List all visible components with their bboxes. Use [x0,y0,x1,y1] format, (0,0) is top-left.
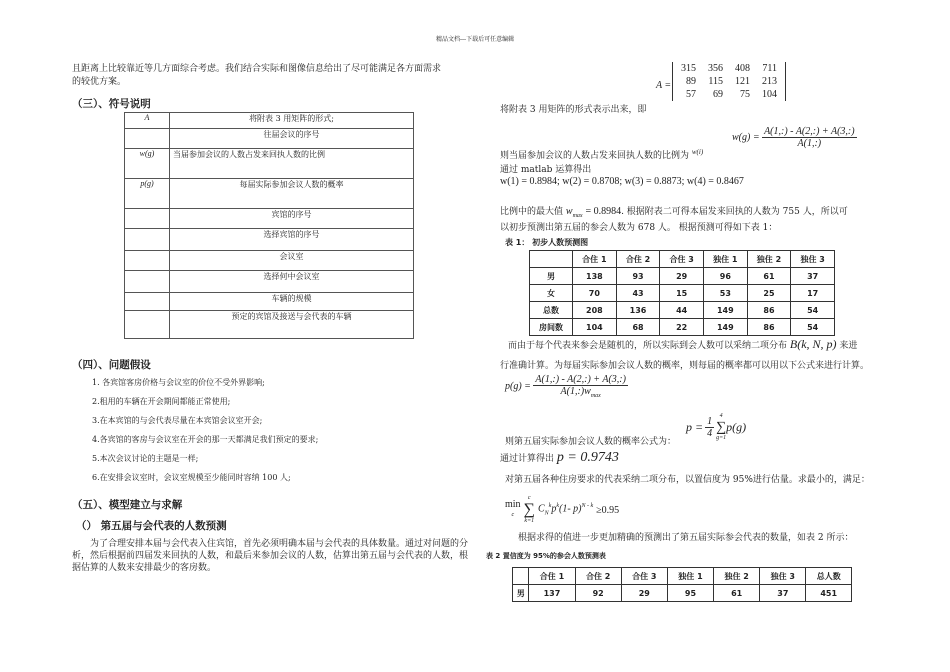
symbol-cell [125,311,170,339]
table-cell: 37 [760,585,806,602]
symbol-description: 选择何中会议室 [170,271,414,293]
row-label-cell: 男 [513,585,529,602]
matrix-cell: 115 [708,76,723,87]
sum-bottom: g=1 [716,435,727,441]
line-max [500,206,900,222]
table-cell: 86 [747,302,791,319]
table-cell: 451 [806,585,852,602]
symbol-row [125,311,414,339]
symbol-row [125,113,414,129]
line-binomial-2: 对第五届各种住房要求的代表采纳二项分布，以置信度为 95%进行估量。求最小的，满足： [505,475,870,485]
line-calc [500,452,619,465]
min-rhs: ≥0.95 [596,504,620,516]
assumption-list [92,377,472,491]
symbol-cell [125,229,170,251]
table-cell: 95 [667,585,713,602]
line-final: 根据求得的值进一步更加精确的预测出了第五届实际参会代表的数量，如表 2 所示： [518,533,854,543]
table-cell: 93 [616,268,660,285]
w-values: w(1) = 0.8984; w(2) = 0.8708; w(3) = 0.8873; w(4) = 0.8467 [500,176,744,187]
matrix-label: A = [656,80,672,91]
symbol-description: 往届会议的序号 [170,129,414,149]
header-note: 精品文档---下载后可任意编辑 [436,36,515,43]
matrix-cell: 121 [735,76,750,87]
symbol-row [125,293,414,311]
table-cell: 68 [616,319,660,336]
p-avg-fraction [705,416,714,439]
assumption-item: 5.本次会议讨论的主题是一样; [92,454,199,463]
line-ratio-text: 则当届参加会议的人数占发来回执人数的比例为 [500,151,690,161]
intro-line-1: 且距离上比较靠近等几方面综合考虑。我们结合实际和图像信息给出了尽可能满足各方面需求 [72,64,442,74]
table-cell: 15 [660,285,704,302]
section-4-title: （四）、问题假设 [72,359,151,371]
symbol-description: 当届参加会议的人数占发来回执人数的比例 [170,149,414,179]
symbol-table [124,112,414,339]
symbol-description: 选择宾馆的序号 [170,229,414,251]
row-label-cell: 女 [530,285,573,302]
symbol-cell: w(g) [125,149,170,179]
matrix-cell: 89 [686,76,696,87]
symbol-description: 每届实际参加会议人数的概率 [170,179,414,209]
table-row [530,285,835,302]
table-header-cell: 独住 3 [791,251,835,268]
symbol-cell: A [125,113,170,129]
assumption-item: 2.租用的车辆在开会期间都能正常使用; [92,397,231,406]
symbol-row [125,271,414,293]
pg-numerator: A(1,:) - A(2,:) + A(3,:) [535,374,626,385]
symbol-row [125,129,414,149]
table-header-cell: 独住 1 [704,251,748,268]
line-max-b: . 根据附表二可得本届发来回执的人数为 755 人，所以可 [621,207,848,217]
matrix-cell: 75 [740,89,750,100]
table-cell: 138 [573,268,617,285]
table-cell: 53 [704,285,748,302]
table-cell: 29 [621,585,667,602]
symbol-cell [125,129,170,149]
wi-inline: w(i) [691,148,704,156]
pg-den-text: A(1,:)w [560,386,591,397]
table-cell: 54 [791,302,835,319]
matrix-cell: 57 [686,89,696,100]
symbol-cell [125,251,170,271]
p-avg-rhs: p(g) [726,420,747,434]
table-row [513,585,852,602]
pg-denominator [561,386,601,399]
table-cell: 54 [791,319,835,336]
table-cell: 149 [704,302,748,319]
line-prob: 则第五届实际参加会议人数的概率公式为： [505,437,677,447]
table-cell: 37 [791,268,835,285]
table-header-cell: 独住 2 [714,568,760,585]
symbol-row [125,209,414,229]
sum2-bottom: k=1 [524,518,535,524]
binomial-text-b: 来进 [839,341,858,351]
table-header-cell: 合住 1 [573,251,617,268]
line-binomial [508,338,857,352]
row-label-cell: 男 [530,268,573,285]
symbol-row [125,149,414,179]
sum-symbol-2: c ∑ k=1 [523,495,535,524]
line-predict: 以初步预测出第五届的参会人数为 678 人。 根据预测可得如下表 1： [500,223,778,233]
p-avg-lhs: p = [686,420,704,434]
table-cell: 61 [714,585,760,602]
table-header-cell [530,251,573,268]
pg-den-sub: max [590,393,601,399]
matrix-cell: 711 [762,63,777,74]
table-header-cell [513,568,529,585]
table-cell: 137 [529,585,575,602]
table-cell: 25 [747,285,791,302]
table-header-cell: 独住 2 [747,251,791,268]
matrix-cell: 213 [762,76,777,87]
table-header-cell: 合住 1 [529,568,575,585]
intro-line-2: 的较优方案。 [72,77,127,87]
paragraph-prediction: 为了合理安排本届与会代表入住宾馆，首先必须明确本届与会代表的具体数量。通过对问题的分析，然后根据前四届发来回执的人数，和最后来参加会议的人数，估算出第五届与会代表的人数，根据估算的人数来安排最少的客房数。 [72,539,469,573]
subsection-title: （） 第五届与会代表的人数预测 [76,520,227,532]
matrix-cell: 69 [713,89,723,100]
sum2-top: c [527,495,531,501]
symbol-cell: p(g) [125,179,170,209]
symbol-cell [125,209,170,229]
table-cell: 61 [747,268,791,285]
p-value: p = 0.9743 [556,450,619,465]
symbol-description: 预定的宾馆及接送与会代表的车辆 [170,311,414,339]
line-calc-text: 通过计算得出 [500,454,555,464]
table-header-cell: 独住 1 [667,568,713,585]
assumption-item: 6.在安排会议室时，会议室规模至少能同时容纳 100 人; [92,473,291,482]
symbol-description: 车辆的规模 [170,293,414,311]
table-header-cell: 合住 3 [660,251,704,268]
assumption-item: 1. 各宾馆客房价格与会议室的价位不受外界影响; [92,378,265,387]
symbol-row [125,251,414,271]
binomial-text-a: 而由于每个代表来参会是随机的，所以实际到会人数可以采纳二项分布 [508,341,788,351]
section-3-title: （三）、符号说明 [72,98,151,110]
wmax-sub: max [572,213,583,219]
formula-min [505,494,619,526]
wmax-value: = 0.8984 [585,206,622,217]
min-operator [505,500,521,520]
table-cell: 22 [660,319,704,336]
binomial-term: $C_N^kp^k(1-$ p)$^{N - k}$ [537,503,594,517]
matrix-cell: 408 [735,63,750,74]
binomial-c: C [537,503,545,515]
table-header-cell: 合住 3 [621,568,667,585]
binomial-formula: B(k, N, p) [789,337,837,351]
table-row [530,319,835,336]
symbol-cell [125,293,170,311]
wg-denominator: A(1,:) [797,138,822,149]
assumption-item: 3.在本宾馆的与会代表尽量在本宾馆会议室开会; [92,416,263,425]
p-avg-num: 1 [707,416,713,427]
matrix-a [672,62,786,101]
row-label-cell: 总数 [530,302,573,319]
symbol-description: 宾馆的序号 [170,209,414,229]
wg-lhs: w(g) = [732,131,760,143]
line-binomial-c: 行准确计算。为每届实际参加会议人数的概率，则每届的概率都可以用以下公式来进行计算。 [500,361,870,371]
table2-title: 表 2 置信度为 95%的参会人数预测表 [486,552,606,560]
table-header-cell: 合住 2 [616,251,660,268]
table-header-cell: 总人数 [806,568,852,585]
table-cell: 44 [660,302,704,319]
table-cell: 92 [575,585,621,602]
table-initial-prediction [529,250,835,336]
min-sub: c [511,512,515,518]
table-cell: 43 [616,285,660,302]
table-row [530,302,835,319]
wg-numerator: A(1,:) - A(2,:) + A(3,:) [764,126,855,137]
row-label-cell: 房间数 [530,319,573,336]
line-matrix: 将附表 3 用矩阵的形式表示出来，即 [500,105,647,115]
sum-symbol: 4 ∑ g=1 [716,413,727,441]
symbol-description: 将附表 3 用矩阵的形式; [170,113,414,129]
table-cell: 70 [573,285,617,302]
table-cell: 136 [616,302,660,319]
table-cell: 208 [573,302,617,319]
table-confidence-prediction [512,567,852,602]
table-cell: 149 [704,319,748,336]
wg-fraction [762,126,857,149]
table-header-cell: 独住 3 [760,568,806,585]
assumption-item: 4.各宾馆的客房与会议室在开会的那一天都满足我们预定的要求; [92,435,319,444]
formula-pg [505,374,628,399]
matrix-cell: 315 [681,63,696,74]
table-header-cell: 合住 2 [575,568,621,585]
table-cell: 96 [704,268,748,285]
line-max-a: 比例中的最大值 [500,207,564,217]
pg-lhs: p(g) = [505,380,531,392]
pg-fraction [533,374,628,399]
table-cell: 86 [747,319,791,336]
formula-wg [732,126,857,149]
section-5-title: （五）、模型建立与求解 [72,499,183,511]
symbol-row [125,229,414,251]
table1-title: 表 1： 初步人数预测图 [505,238,589,247]
matrix-cell: 104 [762,89,777,100]
matrix-cell: 356 [708,63,723,74]
table-cell: 29 [660,268,704,285]
line-matlab: 通过 matlab 运算得出 [500,165,592,175]
wmax-w: w [565,206,573,217]
table-cell: 17 [791,285,835,302]
table-cell: 104 [573,319,617,336]
wmax-symbol [566,206,583,217]
p-avg-den: 4 [707,428,713,439]
min-text: min [505,499,521,510]
table-row [530,268,835,285]
symbol-cell [125,271,170,293]
line-ratio [500,146,703,162]
symbol-description: 会议室 [170,251,414,271]
formula-p-average [686,412,746,443]
sum-top: 4 [719,413,723,419]
symbol-row [125,179,414,209]
